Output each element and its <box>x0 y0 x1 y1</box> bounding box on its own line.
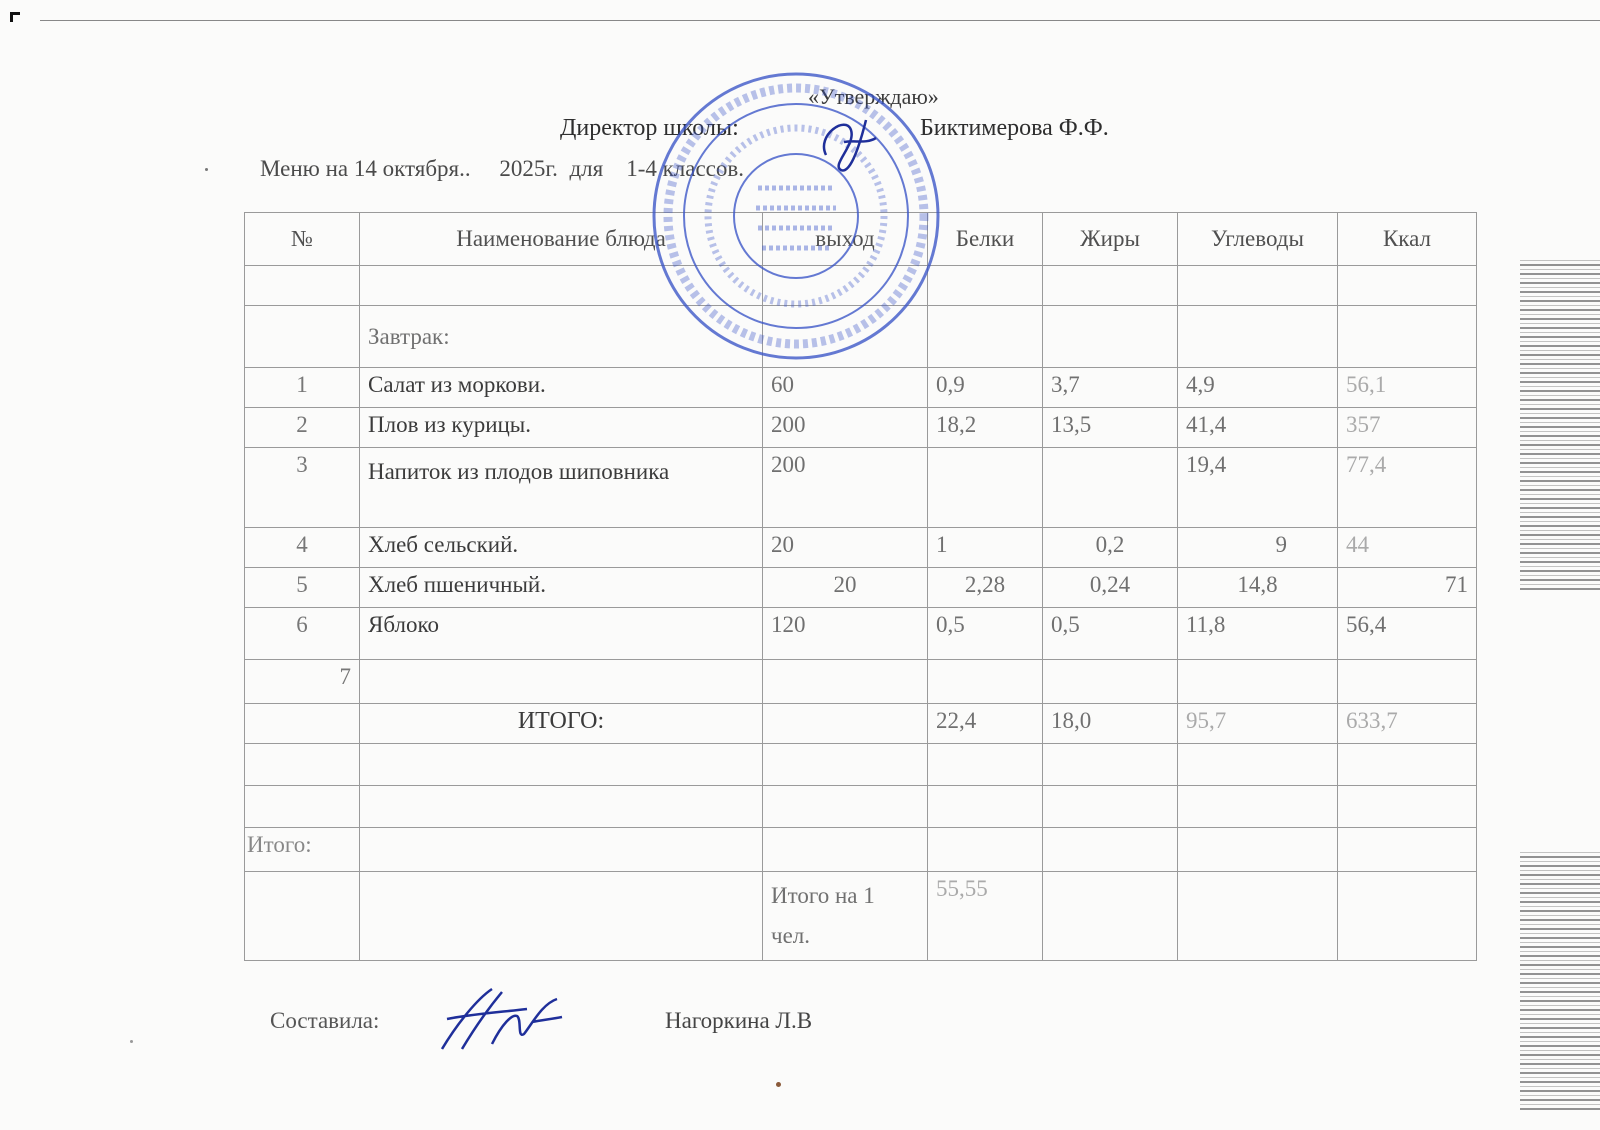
scan-top-line <box>40 20 1600 21</box>
row-fat <box>1043 448 1178 528</box>
total-label: ИТОГО: <box>360 704 763 744</box>
composer-name: Нагоркина Л.В <box>665 1008 813 1033</box>
itogo-row <box>245 828 1477 872</box>
table-row <box>245 608 1477 660</box>
total-carbs: 95,7 <box>1178 704 1338 744</box>
itogo-label: Итого: <box>245 828 360 872</box>
col-header-fat: Жиры <box>1043 213 1178 266</box>
row-num: 3 <box>245 448 360 528</box>
row-carbs: 9 <box>1178 528 1338 568</box>
row-carbs: 4,9 <box>1178 368 1338 408</box>
menu-year: 2025г. <box>499 156 558 181</box>
scan-speck <box>130 1040 133 1043</box>
row-num: 7 <box>245 660 360 704</box>
total-protein: 22,4 <box>928 704 1043 744</box>
col-header-kcal: Ккал <box>1338 213 1477 266</box>
scan-speck <box>776 1082 781 1087</box>
row-num: 4 <box>245 528 360 568</box>
row-protein <box>928 448 1043 528</box>
row-kcal: 56,1 <box>1338 368 1477 408</box>
menu-title: Меню на 14 октября.. <box>260 156 471 181</box>
row-num: 1 <box>245 368 360 408</box>
section-label: Завтрак: <box>360 306 763 368</box>
director-label: Директор школы: <box>560 115 739 141</box>
row-protein: 2,28 <box>928 568 1043 608</box>
scan-noise-strip <box>1520 260 1600 590</box>
per-person-value: 55,55 <box>928 872 1043 961</box>
scan-corner-mark <box>10 12 20 22</box>
per-person-label: Итого на 1 чел. <box>763 872 928 961</box>
row-carbs: 14,8 <box>1178 568 1338 608</box>
row-kcal: 357 <box>1338 408 1477 448</box>
total-kcal: 633,7 <box>1338 704 1477 744</box>
col-header-name: Наименование блюда <box>360 213 763 266</box>
row-fat: 0,24 <box>1043 568 1178 608</box>
row-dish: Хлеб пшеничный. <box>360 568 763 608</box>
table-row <box>245 408 1477 448</box>
row-carbs: 19,4 <box>1178 448 1338 528</box>
row-fat: 0,5 <box>1043 608 1178 660</box>
table-row <box>245 786 1477 828</box>
row-fat: 0,2 <box>1043 528 1178 568</box>
col-header-carbs: Углеводы <box>1178 213 1338 266</box>
composer-label: Составила: <box>270 1008 380 1033</box>
menu-table <box>244 212 1477 961</box>
row-num: 5 <box>245 568 360 608</box>
row-out: 60 <box>763 368 928 408</box>
total-fat: 18,0 <box>1043 704 1178 744</box>
row-carbs: 11,8 <box>1178 608 1338 660</box>
row-kcal: 44 <box>1338 528 1477 568</box>
row-out: 20 <box>763 568 928 608</box>
table-header-row <box>245 213 1477 266</box>
table-row <box>245 448 1477 528</box>
col-header-num: № <box>245 213 360 266</box>
director-name: Биктимерова Ф.Ф. <box>920 115 1109 141</box>
row-out: 200 <box>763 448 928 528</box>
row-out: 120 <box>763 608 928 660</box>
row-out: 200 <box>763 408 928 448</box>
row-protein: 0,9 <box>928 368 1043 408</box>
menu-classes: 1-4 классов. <box>626 156 744 181</box>
row-protein: 1 <box>928 528 1043 568</box>
composer-signature <box>432 984 572 1054</box>
table-row <box>245 568 1477 608</box>
row-dish: Хлеб сельский. <box>360 528 763 568</box>
scan-noise-strip <box>1520 850 1600 1110</box>
table-row <box>245 744 1477 786</box>
col-header-protein: Белки <box>928 213 1043 266</box>
row-carbs: 41,4 <box>1178 408 1338 448</box>
table-row <box>245 660 1477 704</box>
row-fat: 3,7 <box>1043 368 1178 408</box>
row-kcal: 71 <box>1338 568 1477 608</box>
row-dish: Салат из моркови. <box>360 368 763 408</box>
col-header-out: выход <box>763 213 928 266</box>
row-dish: Яблоко <box>360 608 763 660</box>
row-out: 20 <box>763 528 928 568</box>
approve-heading: «Утверждаю» <box>808 84 939 109</box>
row-protein: 18,2 <box>928 408 1043 448</box>
row-fat: 13,5 <box>1043 408 1178 448</box>
row-protein: 0,5 <box>928 608 1043 660</box>
table-row <box>245 266 1477 306</box>
row-dish: Плов из курицы. <box>360 408 763 448</box>
scan-speck <box>205 168 208 171</box>
row-kcal: 56,4 <box>1338 608 1477 660</box>
row-num: 2 <box>245 408 360 448</box>
row-num: 6 <box>245 608 360 660</box>
per-person-row <box>245 872 1477 961</box>
total-row <box>245 704 1477 744</box>
table-row <box>245 528 1477 568</box>
row-kcal: 77,4 <box>1338 448 1477 528</box>
row-dish: Напиток из плодов шиповника <box>360 448 763 528</box>
menu-for: для <box>569 156 604 181</box>
director-signature <box>806 110 896 180</box>
table-row <box>245 368 1477 408</box>
menu-title-line <box>260 156 744 182</box>
section-row <box>245 306 1477 368</box>
